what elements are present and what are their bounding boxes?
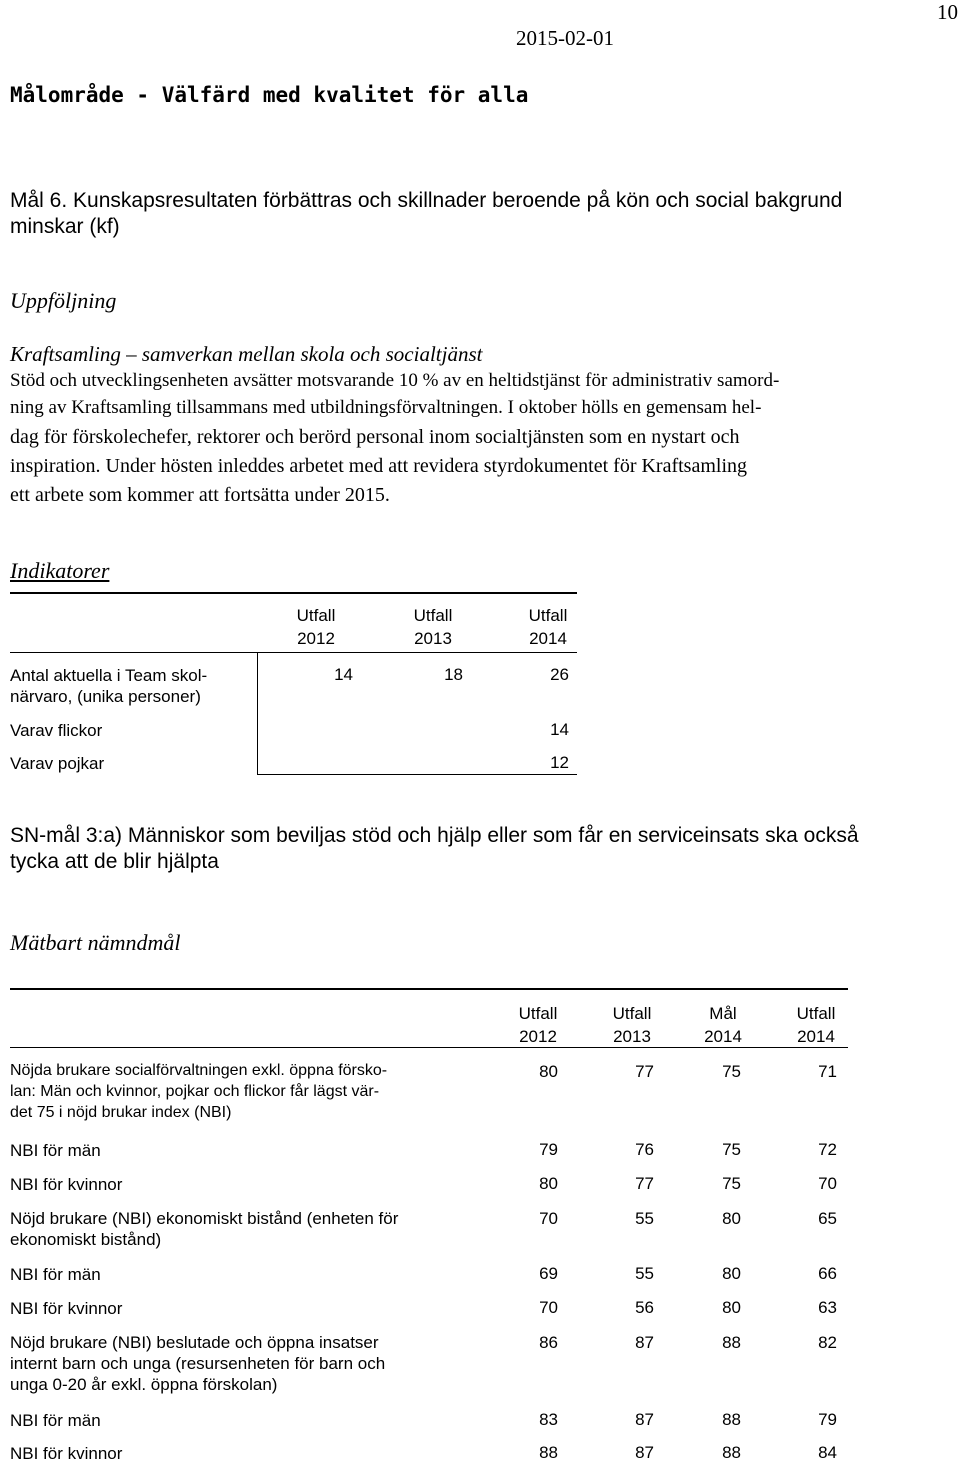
table-cell: 75 [722, 1062, 741, 1081]
header-rule [10, 652, 577, 653]
table-cell: 18 [444, 665, 463, 684]
table-cell: 80 [722, 1264, 741, 1283]
table-row-label: Varav flickor [10, 721, 103, 740]
table-row-label: Nöjd brukare (NBI) beslutade och öppna insatser internt barn och unga (resursenheten för barn och unga 0-20 år exkl. öppna förskolan) [10, 1333, 386, 1394]
column-header: Utfall 2012 [296, 606, 336, 648]
paragraph-line: inspiration. Under hösten inleddes arbetet med att revidera styrdokumentet för Kraftsamling [10, 455, 748, 477]
page-number: 10 [937, 0, 958, 24]
sn-goal-line-1: SN-mål 3:a) Människor som beviljas stöd och hjälp eller som får en serviceinsats ska också [10, 824, 859, 847]
table-cell: 82 [818, 1333, 837, 1352]
table-cell: 72 [818, 1140, 837, 1159]
column-divider [257, 653, 258, 775]
table-cell: 75 [722, 1140, 741, 1159]
header-rule [10, 1047, 848, 1048]
table-cell: 14 [334, 665, 353, 684]
table-cell: 87 [635, 1443, 654, 1462]
table-cell: 80 [539, 1062, 558, 1081]
paragraph-line: Stöd och utvecklingsenheten avsätter motsvarande 10 % av en heltidstjänst för administrativ samord- [10, 370, 780, 391]
table-cell: 26 [550, 665, 569, 684]
followup-heading: Uppföljning [10, 288, 117, 313]
table-cell: 80 [539, 1174, 558, 1193]
table-cell: 70 [818, 1174, 837, 1193]
goal-line-1: Mål 6. Kunskapsresultaten förbättras och skillnader beroende på kön och social bakgrund [10, 189, 843, 212]
table-cell: 66 [818, 1264, 837, 1283]
table-row-label: NBI för kvinnor [10, 1299, 123, 1318]
table-cell: 70 [539, 1298, 558, 1317]
table-cell: 75 [722, 1174, 741, 1193]
table-cell: 87 [635, 1333, 654, 1352]
page-title: Målområde - Välfärd med kvalitet för alla [10, 83, 529, 107]
goal-line-2: minskar (kf) [10, 215, 120, 238]
table-cell: 76 [635, 1140, 654, 1159]
followup-subheading: Kraftsamling – samverkan mellan skola och socialtjänst [10, 342, 483, 366]
table-row-label: NBI för män [10, 1411, 101, 1430]
table-cell: 14 [550, 720, 569, 739]
table-cell: 63 [818, 1298, 837, 1317]
table-cell: 79 [539, 1140, 558, 1159]
table-cell: 80 [722, 1298, 741, 1317]
table-cell: 88 [539, 1443, 558, 1462]
table-row-label: NBI för kvinnor [10, 1175, 123, 1194]
table-cell: 88 [722, 1333, 741, 1352]
sn-goal-line-2: tycka att de blir hjälpta [10, 850, 219, 873]
paragraph-line: ett arbete som kommer att fortsätta under 2015. [10, 484, 390, 506]
table-cell: 56 [635, 1298, 654, 1317]
paragraph-line: ning av Kraftsamling tillsammans med utbildningsförvaltningen. I oktober hölls en gemensam hel- [10, 397, 762, 418]
table-cell: 88 [722, 1410, 741, 1429]
column-header: Utfall 2014 [528, 606, 568, 648]
table-cell: 86 [539, 1333, 558, 1352]
table-cell: 83 [539, 1410, 558, 1429]
table-row-label: Nöjd brukare (NBI) ekonomiskt bistånd (enheten för ekonomiskt bistånd) [10, 1209, 399, 1249]
table-row-label: NBI för män [10, 1265, 101, 1284]
table-row-label: Nöjda brukare socialförvaltningen exkl. öppna försko- lan: Män och kvinnor, pojkar och flickor får lägst vär- det 75 i nöjd brukar index (NBI) [10, 1062, 388, 1121]
measurable-heading: Mätbart nämndmål [10, 930, 181, 955]
table-cell: 55 [635, 1209, 654, 1228]
column-header: Utfall 2014 [796, 1004, 836, 1046]
table-top-rule [10, 988, 848, 990]
table-cell: 77 [635, 1174, 654, 1193]
document-date: 2015-02-01 [516, 26, 614, 50]
table-row-label: Varav pojkar [10, 754, 105, 773]
table-cell: 79 [818, 1410, 837, 1429]
column-header: Mål 2014 [704, 1004, 742, 1046]
table-cell: 71 [818, 1062, 837, 1081]
table-bottom-rule [258, 774, 577, 775]
table-cell: 80 [722, 1209, 741, 1228]
indicators-heading: Indikatorer [10, 558, 110, 583]
table-cell: 88 [722, 1443, 741, 1462]
table-cell: 87 [635, 1410, 654, 1429]
table-row-label: NBI för män [10, 1141, 101, 1160]
table-cell: 55 [635, 1264, 654, 1283]
table-cell: 65 [818, 1209, 837, 1228]
table-top-rule [10, 592, 577, 594]
table-cell: 12 [550, 753, 569, 772]
column-header: Utfall 2012 [518, 1004, 558, 1046]
column-header: Utfall 2013 [612, 1004, 652, 1046]
paragraph-line: dag för förskolechefer, rektorer och berörd personal inom socialtjänsten som en nystart och [10, 426, 740, 448]
column-header: Utfall 2013 [413, 606, 453, 648]
table-row-label: NBI för kvinnor [10, 1444, 123, 1463]
table-cell: 84 [818, 1443, 837, 1462]
table-row-label: Antal aktuella i Team skol- närvaro, (unika personer) [10, 666, 208, 706]
table-cell: 77 [635, 1062, 654, 1081]
table-cell: 69 [539, 1264, 558, 1283]
table-cell: 70 [539, 1209, 558, 1228]
